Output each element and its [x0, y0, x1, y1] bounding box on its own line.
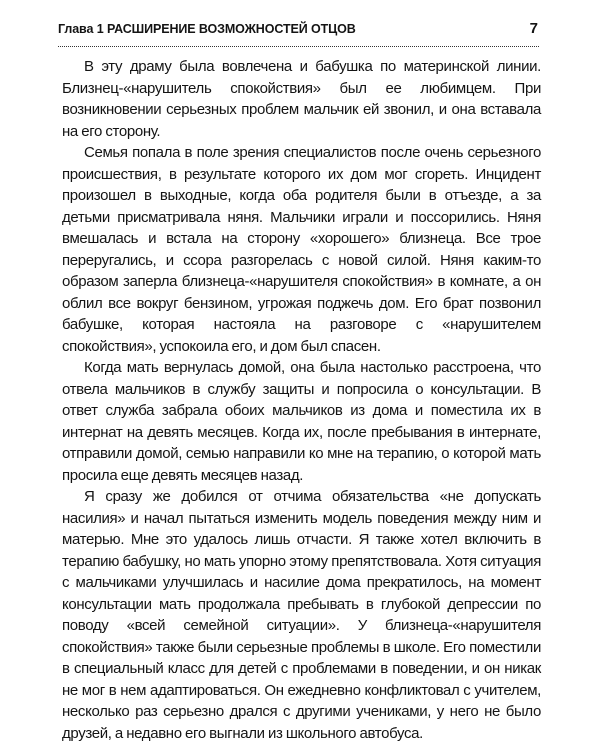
chapter-name: РАСШИРЕНИЕ ВОЗМОЖНОСТЕЙ ОТЦОВ	[106, 22, 356, 36]
paragraph: Я сразу же добился от отчима обязательства «не допускать насилия» и начал пытаться изменить модель поведения между ним и матерью. Мне это удалось лишь отчасти. Я также хотел включить в терапию бабушку, но мать упорно этому препятствовала. Хотя ситуация с мальчиками улучшилась и насилие дома прекратилось, на момент консультации мать продолжала пребывать в глубокой депрессии по поводу «всей семейной ситуации». У близнеца-«нарушителя спокойствия» также были серьезные проблемы в школе. Его поместили в специальный класс для детей с проблемами в поведении, и он никак не мог в нем адаптироваться. Он ежедневно конфликтовал с учителем, несколько раз серьезно дрался с другими учениками, у него не было друзей, а недавно его выгнали из школьного автобуса.	[62, 488, 541, 742]
running-head	[58, 22, 538, 40]
paragraph: Семья попала в поле зрения специалистов после очень серьезного происшествия, в результате которого их дом мог сгореть. Инцидент произошел в выходные, когда оба родителя были в отъезде, а за детьми присматривала няня. Мальчики играли и поссорились. Няня вмешалась и встала на сторону «хорошего» близнеца. Все трое переругались, и ссора разгорелась с новой силой. Няня каким-то образом заперла близнеца-«нарушителя спокойствия» в комнате, а он облил все вокруг бензином, угрожая поджечь дом. Его брат позвонил бабушке, которая настояла на разговоре с «нарушителем спокойствия», успокоила его, и дом был спасен.	[62, 144, 541, 355]
chapter-title	[58, 22, 356, 36]
body-text	[62, 56, 541, 744]
page-number: 7	[529, 20, 538, 37]
header-divider	[58, 46, 539, 47]
paragraph: В эту драму была вовлечена и бабушка по материнской линии. Близнец-«нарушитель спокойствия» был ее любимцем. При возникновении серьезных проблем мальчик ей звонил, и она вставала на его сторону.	[62, 58, 541, 140]
chapter-number: Глава 1	[58, 22, 104, 36]
paragraph: Когда мать вернулась домой, она была настолько расстроена, что отвела мальчиков в службу защиты и попросила о консультации. В ответ служба забрала обоих мальчиков из дома и поместила их в интернат на девять месяцев. Когда их, после пребывания в интернате, отправили домой, семью направили ко мне на терапию, о которой мать просила еще девять месяцев назад.	[62, 359, 541, 484]
